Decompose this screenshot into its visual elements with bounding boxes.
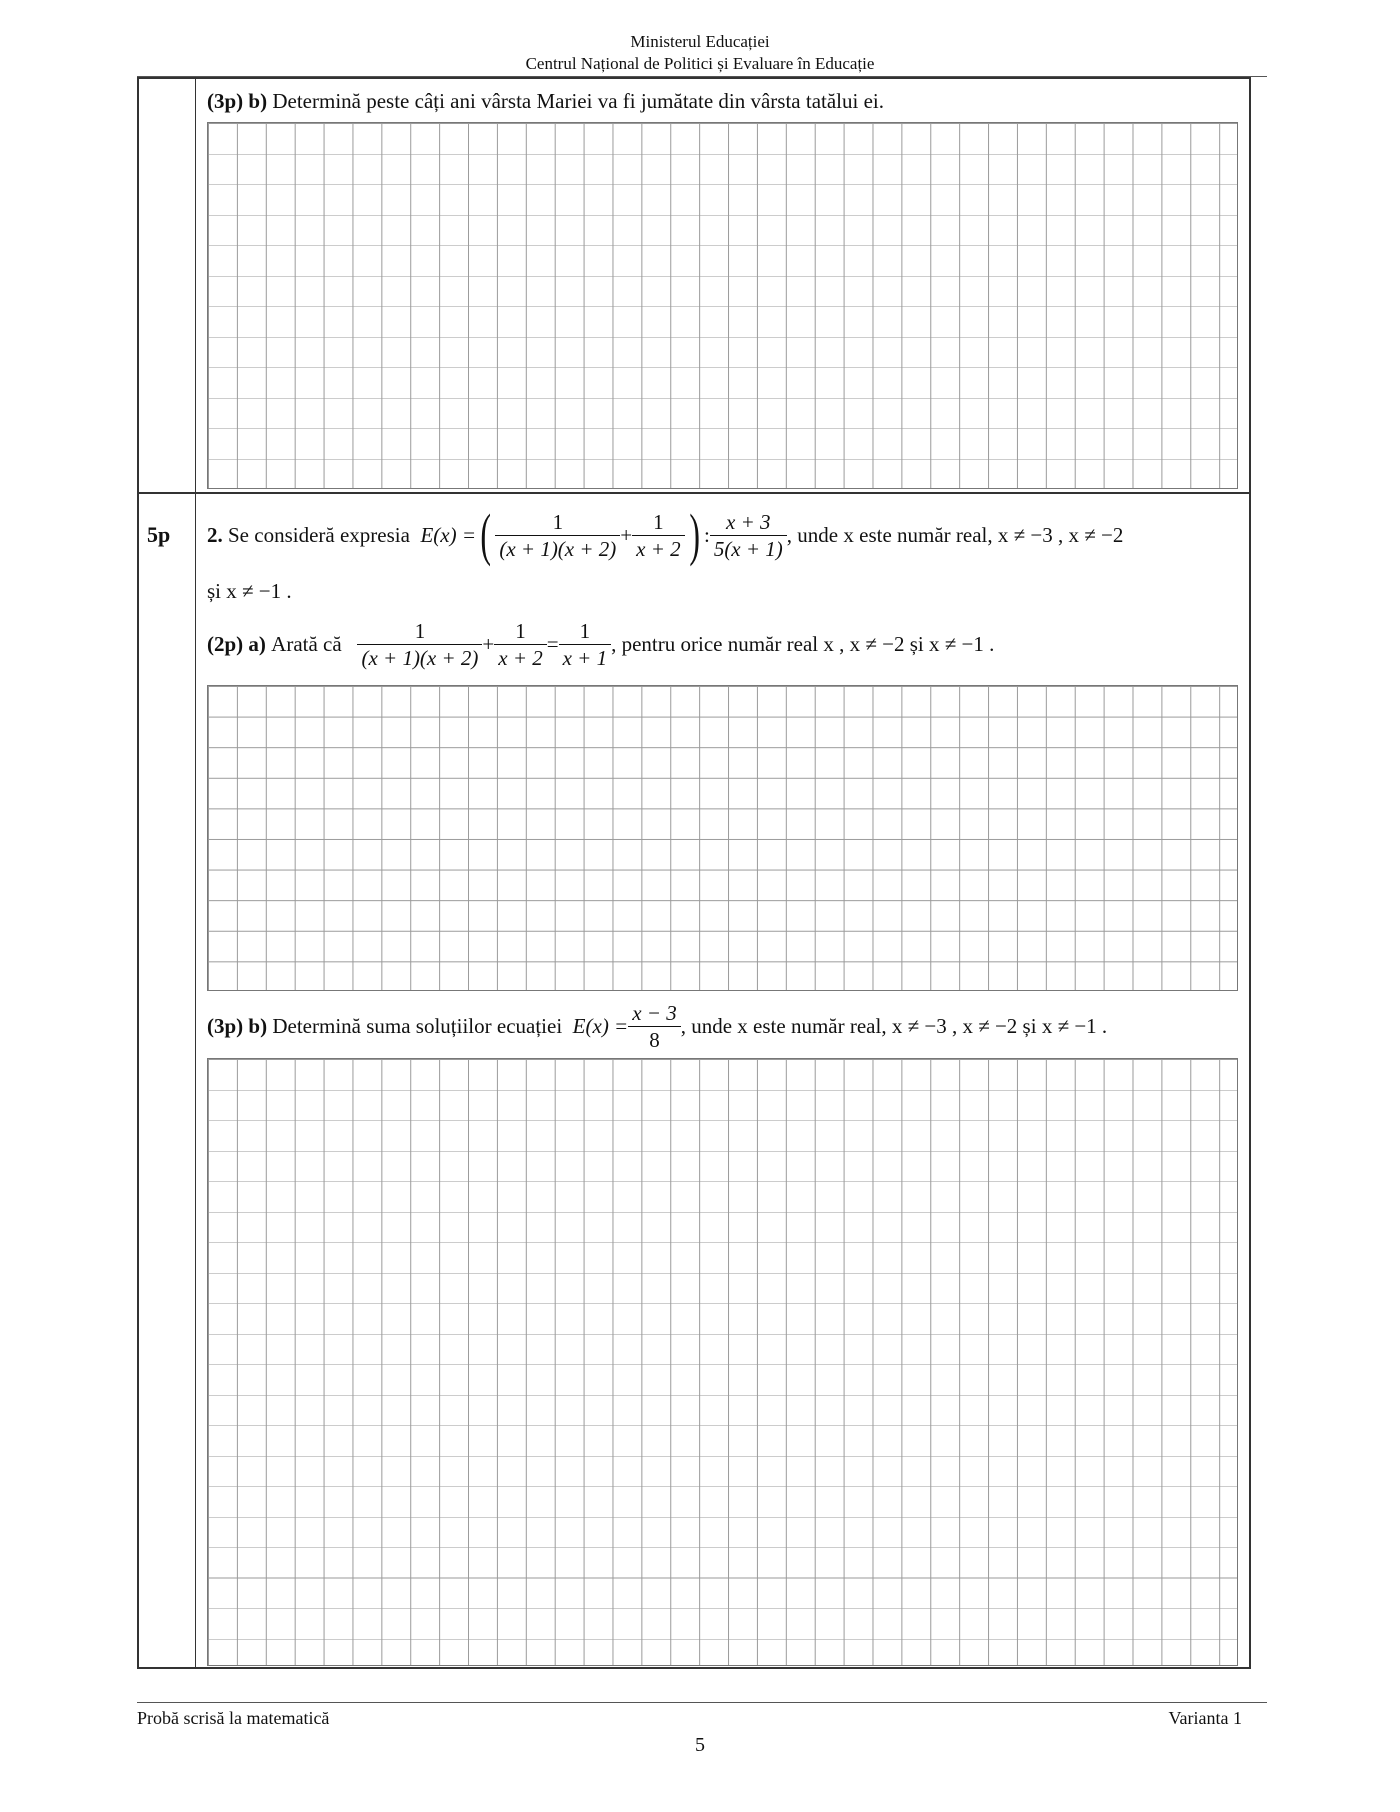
footer-subject: Probă scrisă la matematică <box>137 1708 330 1728</box>
item-2-condition-line2: și x ≠ −1 . <box>207 579 292 603</box>
item-2-fraction-3 <box>710 509 787 562</box>
fraction-numerator: 1 <box>357 618 482 645</box>
answer-grid-2a[interactable] <box>207 685 1238 991</box>
fraction-denominator: (x + 1)(x + 2) <box>499 536 617 561</box>
item-2-statement <box>207 499 1123 571</box>
fraction-numerator: 1 <box>559 618 612 645</box>
footer-variant: Varianta 1 <box>1168 1708 1242 1728</box>
points-column-divider <box>195 77 196 1669</box>
fraction-numerator: 1 <box>632 509 685 536</box>
item-2a-fraction-3 <box>559 618 612 671</box>
item-2a-fraction-1 <box>357 618 482 671</box>
item-2a-conditions: , pentru orice număr real x , x ≠ −2 și x ≠ −1 . <box>611 632 995 656</box>
fraction-numerator: 1 <box>494 618 547 645</box>
answer-grid-1b[interactable] <box>207 122 1238 489</box>
equals-sign: = <box>546 632 559 656</box>
fraction-numerator: x − 3 <box>628 1000 681 1027</box>
item-2b-text: Determină suma soluțiilor ecuației <box>272 1014 563 1038</box>
item-2a-fraction-2 <box>494 618 547 671</box>
item-1b-label: (3p) b) <box>207 89 268 113</box>
fraction-denominator: (x + 1)(x + 2) <box>361 645 479 670</box>
item-2b-label: (3p) b) <box>207 1014 268 1038</box>
right-paren: ) <box>688 502 700 567</box>
fraction-denominator: x + 2 <box>636 536 681 561</box>
item-2-intro: Se consideră expresia <box>228 523 410 547</box>
item-2-fraction-1 <box>495 509 620 562</box>
item-2a-text: Arată că <box>271 632 342 656</box>
item-1b-statement <box>207 88 884 114</box>
left-paren: ( <box>480 502 491 567</box>
fraction-denominator: 8 <box>649 1027 660 1052</box>
item-2b-fraction <box>628 1000 681 1053</box>
item-2a-label: (2p) a) <box>207 632 266 656</box>
colon-sign: : <box>703 523 710 547</box>
item-1b-text: Determină peste câți ani vârsta Mariei va fi jumătate din vârsta tatălui ei. <box>272 89 885 113</box>
answer-grid-2b[interactable] <box>207 1058 1238 1666</box>
plus-sign: + <box>482 632 495 656</box>
item-2b-conditions: , unde x este număr real, x ≠ −3 , x ≠ −2 și x ≠ −1 . <box>680 1014 1108 1038</box>
item-2a-statement <box>207 609 994 679</box>
item-2-conditions: , unde x este număr real, x ≠ −3 , x ≠ −2 <box>786 523 1124 547</box>
points-5p: 5p <box>147 522 171 547</box>
header-center: Centrul Național de Politici și Evaluare în Educație <box>525 54 875 73</box>
item-2-lhs: E(x) = <box>420 523 476 547</box>
fraction-denominator: x + 1 <box>562 645 608 670</box>
fraction-denominator: 5(x + 1) <box>713 536 783 561</box>
page-number: 5 <box>695 1734 705 1756</box>
footer-rule <box>137 1702 1267 1703</box>
item-2b-statement <box>207 994 1107 1058</box>
fraction-denominator: x + 2 <box>498 645 543 670</box>
fraction-numerator: 1 <box>495 509 620 536</box>
fraction-numerator: x + 3 <box>710 509 787 536</box>
header-ministry: Ministerul Educației <box>630 32 770 51</box>
section-divider <box>137 492 1251 494</box>
item-2b-lhs: E(x) = <box>572 1014 629 1038</box>
item-2-fraction-2 <box>632 509 685 562</box>
item-2-number: 2. <box>207 523 223 547</box>
plus-sign: + <box>620 523 633 547</box>
